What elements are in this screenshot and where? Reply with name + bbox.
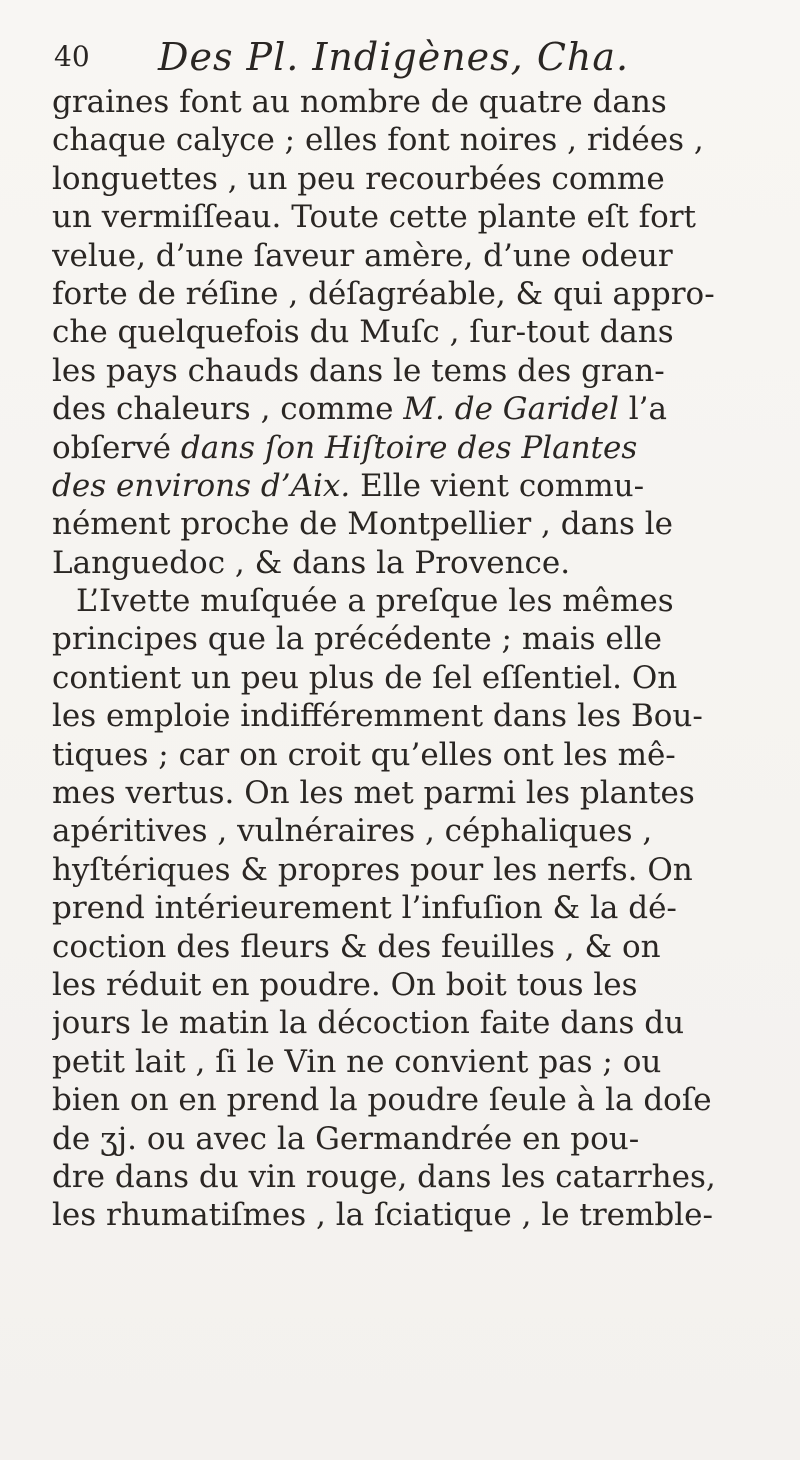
text-line: contient un peu plus de ſel eſſentiel. On — [52, 659, 678, 696]
text-line: graines font au nombre de quatre dans — [52, 84, 667, 120]
text-line: velue, d’une ſaveur amère, d’une odeur — [52, 237, 673, 274]
text-line: chaque calyce ; elles font noires , ridées , — [52, 122, 704, 159]
text-fragment: l’a — [628, 391, 668, 428]
text-line — [52, 467, 772, 505]
text-line: tiques ; car on croit qu’elles ont les mê- — [52, 736, 676, 773]
text-line: un vermiſſeau. Toute cette plante eſt fort — [52, 199, 697, 236]
text-line: de ʒj. ou avec la Germandrée en pou- — [52, 1120, 640, 1157]
text-line: jours le matin la décoction faite dans du — [52, 1005, 685, 1042]
author-name: M. de Garidel — [403, 391, 619, 428]
text-line: forte de réſine , déſagréable, & qui appro- — [52, 275, 715, 312]
text-line: longuettes , un peu recourbées comme — [52, 160, 665, 197]
text-line — [52, 390, 772, 428]
text-line: mes vertus. On les met parmi les plantes — [52, 775, 695, 812]
text-line: dre dans du vin rouge, dans les catarrhes, — [52, 1158, 716, 1195]
page-number: 40 — [54, 40, 90, 73]
book-title: Hiſtoire des Plantes — [324, 429, 638, 466]
text-line: prend intérieurement l’infuſion & la dé- — [52, 890, 677, 927]
text-line: coction des fleurs & des feuilles , & on — [52, 928, 661, 965]
text-line: les rhumatiſmes , la ſciatique , le tremble- — [52, 1197, 713, 1234]
body-text — [52, 83, 772, 1235]
text-fragment: Elle vient commu- — [360, 467, 645, 504]
text-line: les réduit en poudre. On boit tous les — [52, 966, 638, 1003]
paragraph-start: L’Ivette muſquée a preſque les mêmes — [76, 583, 674, 620]
text-line: bien on en prend la poudre ſeule à la doſe — [52, 1082, 712, 1119]
text-line: petit lait , ſi le Vin ne convient pas ; ou — [52, 1043, 662, 1080]
text-line-start: obſervé — [52, 429, 172, 466]
text-line: les emploie indifféremment dans les Bou- — [52, 698, 703, 735]
running-title: Des Pl. Indigènes, Cha. — [158, 35, 630, 79]
page-header — [54, 30, 744, 84]
italic-fragment: dans ſon — [180, 429, 316, 466]
text-line: apéritives , vulnéraires , céphaliques , — [52, 813, 653, 850]
text-line: nément proche de Montpellier , dans le — [52, 506, 674, 543]
text-line: les pays chauds dans le tems des gran- — [52, 352, 665, 389]
text-line: hyſtériques & propres pour les nerfs. On — [52, 851, 693, 888]
text-line: principes que la précédente ; mais elle — [52, 621, 662, 658]
text-line: che quelquefois du Muſc , ſur-tout dans — [52, 314, 674, 351]
text-line-start: des chaleurs , comme — [52, 391, 394, 428]
book-title-continuation: des environs d’Aix. — [52, 467, 351, 504]
text-line: Languedoc , & dans la Provence. — [52, 544, 571, 581]
text-line — [52, 429, 772, 467]
